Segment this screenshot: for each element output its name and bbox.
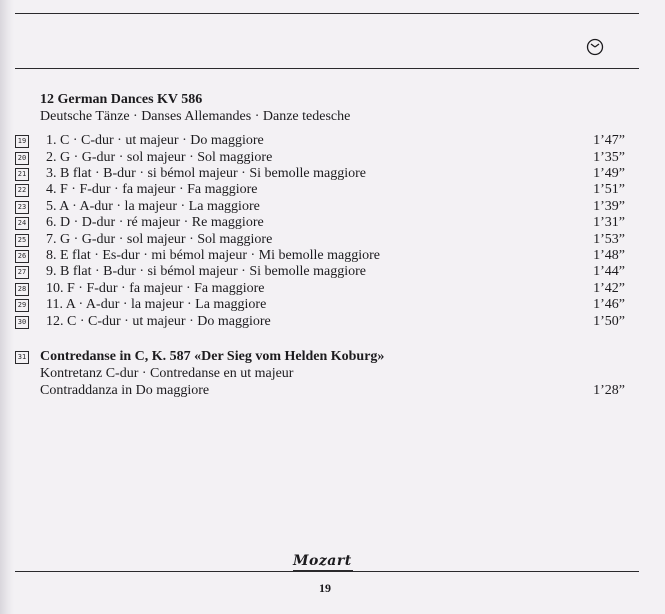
contredanse-duration: 1’28” xyxy=(593,383,625,398)
track-number: 23 xyxy=(15,201,29,214)
track-duration: 1’49” xyxy=(593,166,625,181)
dances-heading xyxy=(40,92,640,125)
track-title: 9. B flat · B-dur · si bémol majeur · Si bemolle maggiore xyxy=(46,264,366,279)
track-title: 12. C · C-dur · ut majeur · Do maggiore xyxy=(46,314,271,329)
track-number: 21 xyxy=(15,168,29,181)
track-row xyxy=(15,199,625,215)
track-title: 6. D · D-dur · ré majeur · Re maggiore xyxy=(46,215,264,230)
track-duration: 1’53” xyxy=(593,232,625,247)
track-duration: 1’50” xyxy=(593,314,625,329)
track-title: 11. A · A-dur · la majeur · La maggiore xyxy=(46,297,267,312)
track-row xyxy=(15,314,625,330)
track-duration: 1’35” xyxy=(593,150,625,165)
track-row xyxy=(15,297,625,313)
track-number: 29 xyxy=(15,299,29,312)
footer-rule xyxy=(15,571,639,572)
track-duration: 1’39” xyxy=(593,199,625,214)
track-row xyxy=(15,264,625,280)
track-number: 24 xyxy=(15,217,29,230)
top-rule xyxy=(15,13,639,14)
track-title: 2. G · G-dur · sol majeur · Sol maggiore xyxy=(46,150,273,165)
track-title: 1. C · C-dur · ut majeur · Do maggiore xyxy=(46,133,264,148)
page-edge xyxy=(0,0,14,614)
track-title: 10. F · F-dur · fa majeur · Fa maggiore xyxy=(46,281,265,296)
track-row xyxy=(15,166,625,182)
track-duration: 1’44” xyxy=(593,264,625,279)
track-number: 19 xyxy=(15,135,29,148)
track-title: 3. B flat · B-dur · si bémol majeur · Si bemolle maggiore xyxy=(46,166,366,181)
track-title: 7. G · G-dur · sol majeur · Sol maggiore xyxy=(46,232,273,247)
contredanse-line-1: Kontretanz C-dur · Contredanse en ut majeur xyxy=(40,366,294,381)
track-number: 27 xyxy=(15,266,29,279)
track-row xyxy=(15,232,625,248)
track-row xyxy=(15,182,625,198)
track-row xyxy=(15,150,625,166)
track-title: 4. F · F-dur · fa majeur · Fa maggiore xyxy=(46,182,258,197)
contredanse-title: Contredanse in C, K. 587 «Der Sieg vom Helden Koburg» xyxy=(40,349,385,364)
track-duration: 1’31” xyxy=(593,215,625,230)
page-number: 19 xyxy=(319,581,331,595)
track-duration: 1’51” xyxy=(593,182,625,197)
dances-title: 12 German Dances KV 586 xyxy=(40,92,203,107)
track-duration: 1’42” xyxy=(593,281,625,296)
clock-icon xyxy=(586,38,604,56)
track-number: 20 xyxy=(15,152,29,165)
track-number: 31 xyxy=(15,351,29,364)
track-number: 26 xyxy=(15,250,29,263)
header-rule xyxy=(15,68,639,69)
contredanse-line-2: Contraddanza in Do maggiore xyxy=(40,383,210,398)
track-row xyxy=(15,215,625,231)
dances-subtitle: Deutsche Tänze · Danses Allemandes · Danze tedesche xyxy=(40,109,351,124)
track-duration: 1’48” xyxy=(593,248,625,263)
track-number: 28 xyxy=(15,283,29,296)
track-row xyxy=(15,281,625,297)
track-title: 8. E flat · Es-dur · mi bémol majeur · Mi bemolle maggiore xyxy=(46,248,380,263)
track-number: 22 xyxy=(15,184,29,197)
mozart-signature: Mozart xyxy=(293,553,352,569)
track-number: 25 xyxy=(15,234,29,247)
track-number: 30 xyxy=(15,316,29,329)
track-row xyxy=(15,133,625,149)
track-title: 5. A · A-dur · la majeur · La maggiore xyxy=(46,199,260,214)
track-row xyxy=(15,248,625,264)
track-duration: 1’46” xyxy=(593,297,625,312)
track-duration: 1’47” xyxy=(593,133,625,148)
